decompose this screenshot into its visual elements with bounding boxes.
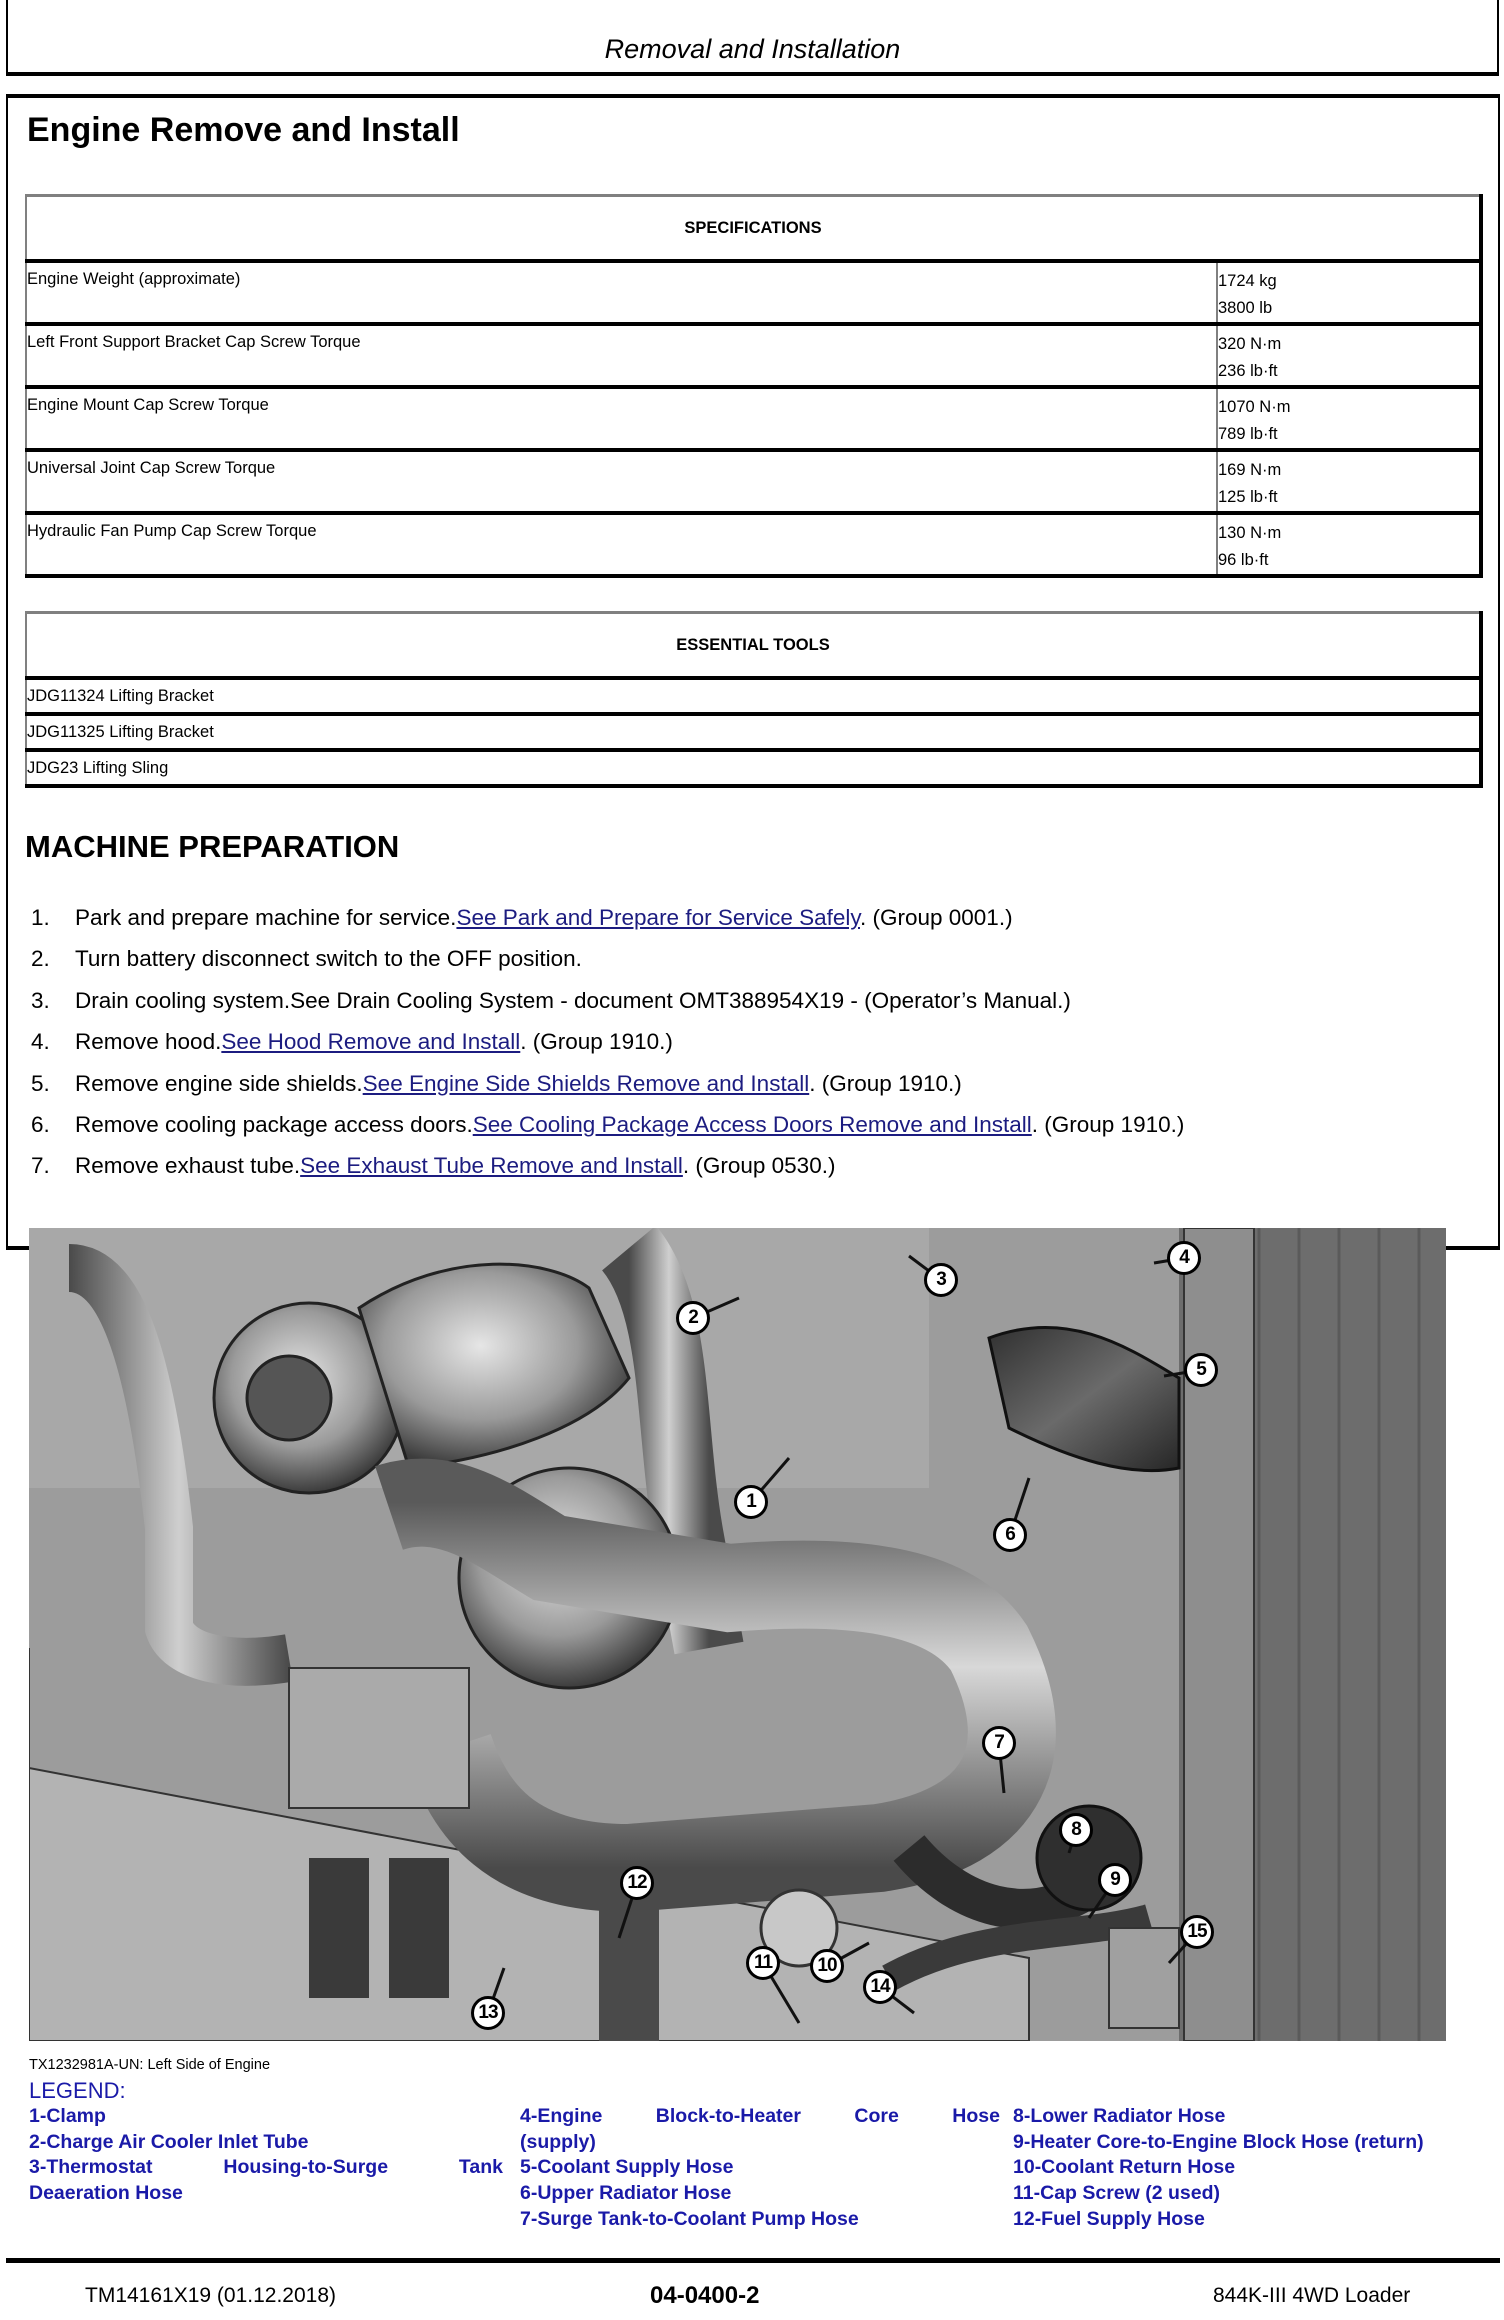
step-text: Drain cooling system.See Drain Cooling System - document OMT388954X19 - (Operator’s Manual.): [75, 987, 1071, 1013]
legend-word: 4-Engine: [520, 2105, 603, 2127]
table-row: [26, 714, 1481, 750]
legend-item: 8-Lower Radiator Hose: [1013, 2105, 1226, 2127]
table-row: [26, 387, 1481, 450]
legend-word: Hose: [952, 2105, 1000, 2127]
step-group-ref: . (Group 1910.): [809, 1070, 962, 1096]
xref-link-engine-side-shields[interactable]: See Engine Side Shields Remove and Install: [362, 1070, 810, 1096]
step-text: Park and prepare machine for service.: [75, 905, 457, 930]
legend-item: 9-Heater Core-to-Engine Block Hose (return): [1013, 2130, 1424, 2153]
callout-9: 9: [1098, 1863, 1132, 1897]
spec-value-metric: 130 N·m: [1218, 524, 1282, 542]
callout-3: 3: [924, 1263, 958, 1297]
spec-value-imperial: 125 lb·ft: [1218, 488, 1278, 506]
spec-label: Engine Mount Cap Screw Torque: [26, 387, 1217, 450]
fuel-filter-2: [389, 1858, 449, 1998]
legend-item: 5-Coolant Supply Hose: [520, 2156, 734, 2179]
callout-10: 10: [810, 1949, 844, 1983]
decal-plate: [1109, 1928, 1179, 2028]
table-row: [26, 261, 1481, 324]
footer-page-number: 04-0400-2: [650, 2282, 760, 2309]
figure-caption: TX1232981A-UN: Left Side of Engine: [29, 2057, 271, 2073]
step-group-ref: . (Group 0530.): [682, 1153, 836, 1179]
specifications-table: [25, 194, 1483, 578]
spec-label: Engine Weight (approximate): [26, 261, 1217, 324]
step-text: Remove hood.: [75, 1029, 222, 1055]
legend-item-continuation: (supply): [520, 2130, 596, 2153]
filter-housing: [289, 1668, 469, 1808]
xref-link-park-and-prepare[interactable]: See Park and Prepare for Service Safely: [456, 905, 860, 930]
xref-link-hood[interactable]: See Hood Remove and Install: [221, 1029, 521, 1055]
essential-tools-heading: ESSENTIAL TOOLS: [26, 613, 1481, 679]
spec-value-metric: 169 N·m: [1218, 461, 1282, 479]
spec-value-imperial: 789 lb·ft: [1218, 425, 1278, 443]
callout-5: 5: [1184, 1353, 1218, 1387]
step-text: Turn battery disconnect switch to the OFF position.: [75, 946, 582, 972]
callout-6: 6: [993, 1518, 1027, 1552]
legend-item: [520, 2104, 1000, 2130]
spec-label: Hydraulic Fan Pump Cap Screw Torque: [26, 513, 1217, 576]
legend-word: Tank: [458, 2156, 503, 2179]
step-group-ref: . (Group 1910.): [1031, 1111, 1185, 1137]
tool-name: JDG11325 Lifting Bracket: [26, 714, 1481, 750]
legend-word: Housing-to-Surge: [223, 2156, 389, 2179]
legend-column-1: [29, 2104, 503, 2207]
callout-2: 2: [676, 1301, 710, 1335]
step-number: 5.: [31, 1070, 50, 1096]
step-group-ref: . (Group 1910.): [520, 1029, 673, 1055]
turbo-inlet: [247, 1356, 331, 1440]
callout-15: 15: [1180, 1915, 1214, 1949]
step-text: Remove cooling package access doors.: [75, 1111, 473, 1137]
legend-item: 12-Fuel Supply Hose: [1013, 2207, 1205, 2230]
step-number: 7.: [31, 1153, 50, 1179]
legend-column-2: [520, 2104, 1000, 2233]
table-row: [26, 750, 1481, 786]
table-header-row: [26, 613, 1481, 679]
table-row: [26, 513, 1481, 576]
table-header-row: [26, 196, 1481, 262]
specifications-heading: SPECIFICATIONS: [26, 196, 1481, 262]
callout-11: 11: [746, 1946, 780, 1980]
spec-label: Left Front Support Bracket Cap Screw Torque: [26, 324, 1217, 387]
footer-divider: [6, 2258, 1500, 2263]
spec-value: [1217, 450, 1481, 513]
legend-title: LEGEND:: [29, 2078, 126, 2103]
step-number: 6.: [31, 1111, 50, 1137]
legend-item: 1-Clamp: [29, 2105, 106, 2127]
legend-item: [29, 2155, 503, 2181]
legend-item: 11-Cap Screw (2 used): [1013, 2182, 1220, 2205]
callout-13: 13: [471, 1996, 505, 2030]
table-row: [26, 678, 1481, 714]
step-number: 4.: [31, 1029, 50, 1055]
spec-value-metric: 1724 kg: [1218, 272, 1277, 290]
legend-word: Block-to-Heater: [655, 2105, 801, 2127]
machine-preparation-heading: MACHINE PREPARATION: [25, 829, 400, 864]
spec-value: [1217, 261, 1481, 324]
spec-value-metric: 1070 N·m: [1218, 398, 1291, 416]
xref-link-exhaust-tube[interactable]: See Exhaust Tube Remove and Install: [300, 1153, 683, 1179]
step-number: 3.: [31, 987, 50, 1013]
spec-value: [1217, 513, 1481, 576]
page-title: Engine Remove and Install: [27, 111, 460, 149]
spec-label: Universal Joint Cap Screw Torque: [26, 450, 1217, 513]
callout-12: 12: [620, 1866, 654, 1900]
table-row: [26, 324, 1481, 387]
legend-item: 10-Coolant Return Hose: [1013, 2156, 1236, 2179]
legend-item: 2-Charge Air Cooler Inlet Tube: [29, 2130, 309, 2153]
step-text: Remove engine side shields.: [75, 1070, 363, 1096]
step-group-ref: . (Group 0001.): [859, 905, 1013, 930]
callout-8: 8: [1059, 1813, 1093, 1847]
xref-link-cooling-package-doors[interactable]: See Cooling Package Access Doors Remove and Install: [472, 1111, 1032, 1137]
callout-4: 4: [1167, 1241, 1201, 1275]
legend-item: 7-Surge Tank-to-Coolant Pump Hose: [520, 2207, 859, 2230]
table-row: [26, 450, 1481, 513]
tool-name: JDG11324 Lifting Bracket: [26, 678, 1481, 714]
legend-word: Core: [854, 2105, 899, 2127]
tool-name: JDG23 Lifting Sling: [26, 750, 1481, 786]
engine-illustration: [29, 1228, 1446, 2041]
callout-14: 14: [863, 1970, 897, 2004]
step-number: 1.: [31, 905, 50, 930]
step-text: Remove exhaust tube.: [75, 1153, 301, 1179]
callout-7: 7: [982, 1726, 1016, 1760]
spec-value-imperial: 96 lb·ft: [1218, 551, 1269, 569]
section-header-title: Removal and Installation: [604, 34, 901, 64]
running-header: [6, 0, 1499, 76]
footer-doc-id: TM14161X19 (01.12.2018): [85, 2284, 337, 2307]
callout-1: 1: [734, 1485, 768, 1519]
legend-column-3: [1013, 2104, 1424, 2233]
essential-tools-table: [25, 611, 1483, 788]
legend-item: 6-Upper Radiator Hose: [520, 2182, 732, 2205]
legend-item-continuation: Deaeration Hose: [29, 2182, 183, 2205]
legend-word: 3-Thermostat: [29, 2156, 153, 2179]
engine-drawing: [29, 1228, 1446, 2041]
spec-value-imperial: 236 lb·ft: [1218, 362, 1278, 380]
spec-value: [1217, 324, 1481, 387]
step-number: 2.: [31, 946, 50, 972]
footer-machine: 844K-III 4WD Loader: [1213, 2284, 1411, 2307]
fuel-filter-1: [309, 1858, 369, 1998]
spec-value-metric: 320 N·m: [1218, 335, 1282, 353]
spec-value: [1217, 387, 1481, 450]
spec-value-imperial: 3800 lb: [1218, 299, 1273, 317]
